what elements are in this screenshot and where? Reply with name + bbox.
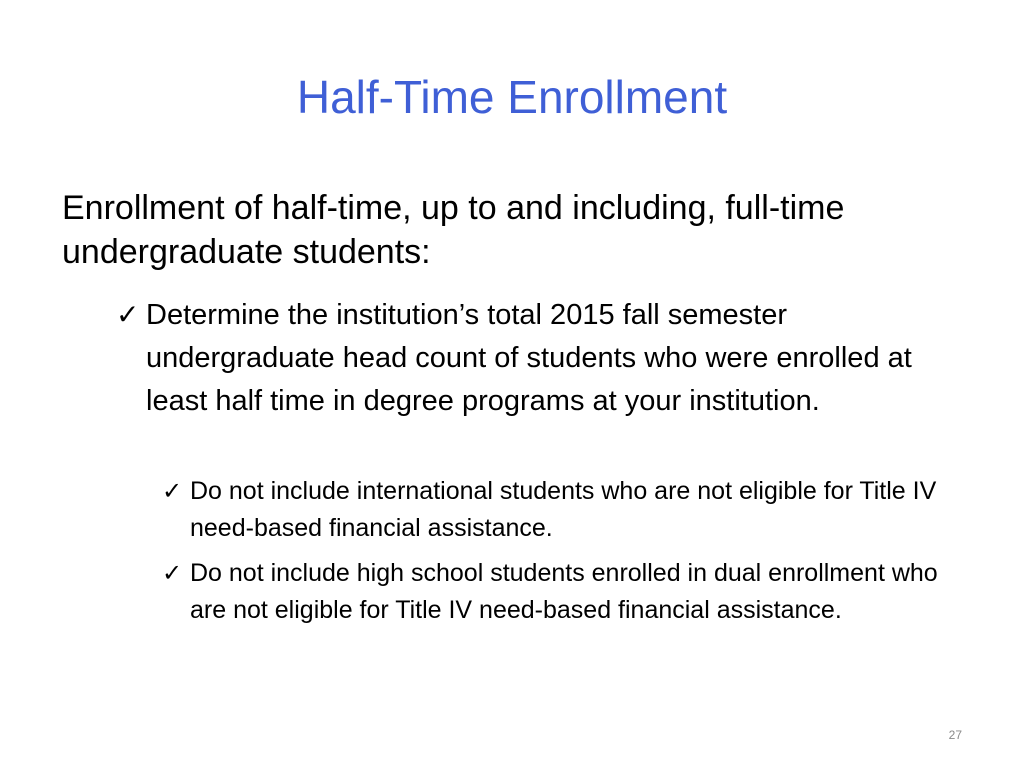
slide-title: Half-Time Enrollment <box>296 71 728 123</box>
intro-text: Enrollment of half-time, up to and including, full-time undergraduate students: <box>62 189 845 271</box>
checkmark-icon: ✓ <box>116 299 140 330</box>
page-number: 27 <box>948 728 962 742</box>
sub-bullet-text: Do not include high school students enrolled in dual enrollment who are not eligible for Title IV need-based financial assistance. <box>190 559 938 624</box>
bullet-text: Determine the institution’s total 2015 fall semester undergraduate head count of students who were enrolled at least half time in degree programs at your institution. <box>146 299 912 417</box>
bullet-item <box>116 294 946 423</box>
sub-bullet-text: Do not include international students who are not eligible for Title IV need-based financial assistance. <box>190 477 937 542</box>
checkmark-icon: ✓ <box>162 478 183 505</box>
sub-bullet-item <box>162 555 962 629</box>
sub-bullet-item <box>162 473 962 547</box>
checkmark-icon: ✓ <box>162 560 183 587</box>
